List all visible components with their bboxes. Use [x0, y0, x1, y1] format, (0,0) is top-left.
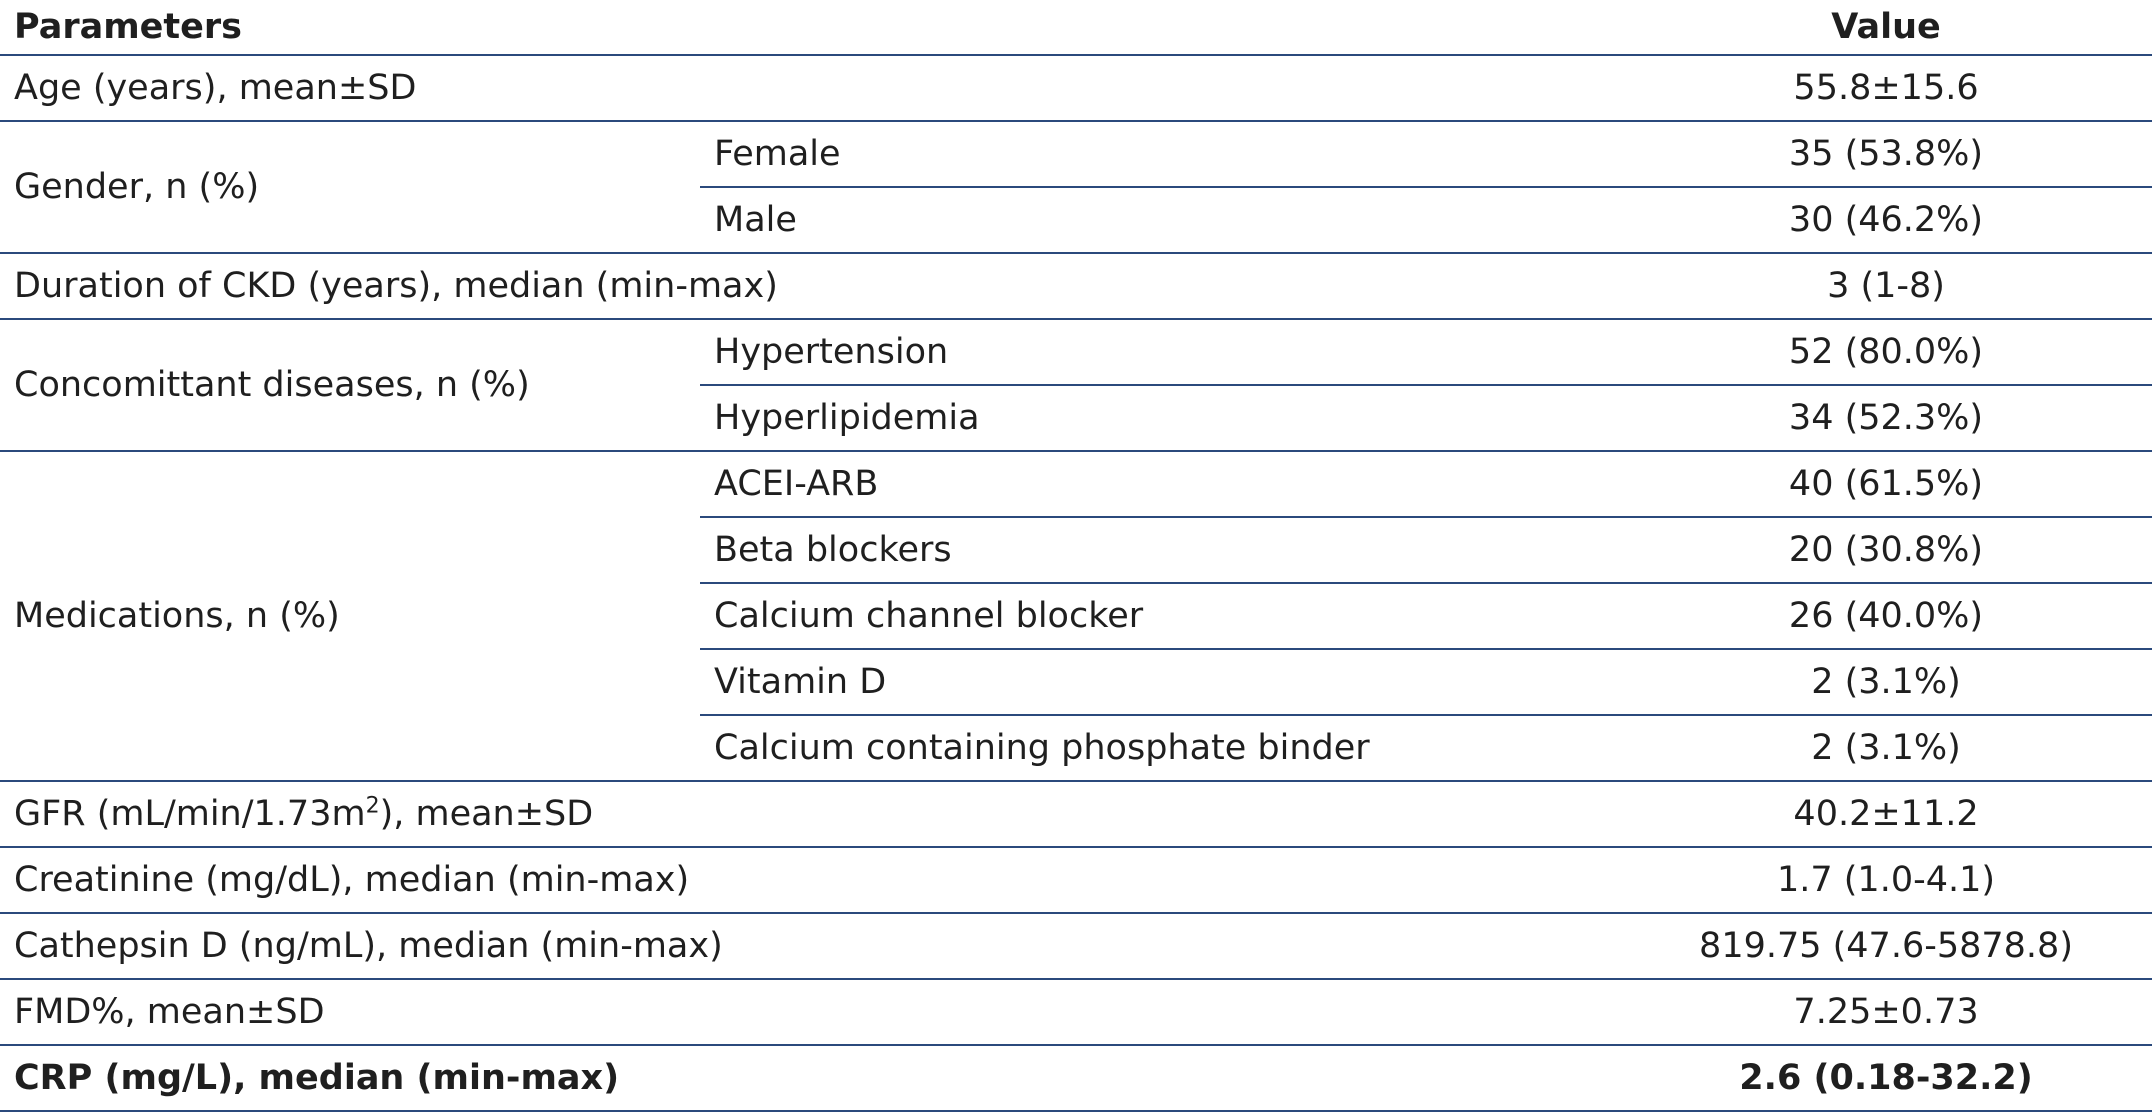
group-label-gender: Gender, n (%) [0, 121, 700, 253]
row-label-gfr [0, 781, 1620, 847]
row-value: 40 (61.5%) [1620, 451, 2152, 517]
sub-label: Hyperlipidemia [700, 385, 1620, 451]
table-row-acei-arb [0, 451, 2152, 517]
row-value: 40.2±11.2 [1620, 781, 2152, 847]
sub-label: Hypertension [700, 319, 1620, 385]
row-value: 20 (30.8%) [1620, 517, 2152, 583]
group-label-diseases: Concomittant diseases, n (%) [0, 319, 700, 451]
group-label-medications: Medications, n (%) [0, 451, 700, 781]
row-value: 1.7 (1.0-4.1) [1620, 847, 2152, 913]
row-value: 34 (52.3%) [1620, 385, 2152, 451]
gfr-label-superscript: 2 [365, 793, 380, 819]
row-value: 26 (40.0%) [1620, 583, 2152, 649]
table-row-duration [0, 253, 2152, 319]
table-row-fmd [0, 979, 2152, 1045]
table-header-row [0, 0, 2152, 55]
header-parameters: Parameters [0, 0, 1620, 55]
sub-label: Male [700, 187, 1620, 253]
sub-label: Calcium containing phosphate binder [700, 715, 1620, 781]
row-label: Age (years), mean±SD [0, 55, 1620, 121]
row-label: FMD%, mean±SD [0, 979, 1620, 1045]
row-value: 35 (53.8%) [1620, 121, 2152, 187]
row-value: 3 (1-8) [1620, 253, 2152, 319]
row-label: Creatinine (mg/dL), median (min-max) [0, 847, 1620, 913]
sub-label: Calcium channel blocker [700, 583, 1620, 649]
row-value: 819.75 (47.6-5878.8) [1620, 913, 2152, 979]
row-value: 52 (80.0%) [1620, 319, 2152, 385]
sub-label: Beta blockers [700, 517, 1620, 583]
table-row-cathepsin [0, 913, 2152, 979]
table-row-gfr [0, 781, 2152, 847]
sub-label: Vitamin D [700, 649, 1620, 715]
table-row-crp [0, 1045, 2152, 1111]
gfr-label-post: ), mean±SD [379, 794, 594, 834]
table-row-gender-female [0, 121, 2152, 187]
sub-label: Female [700, 121, 1620, 187]
row-label: Duration of CKD (years), median (min-max) [0, 253, 1620, 319]
table-row-creatinine [0, 847, 2152, 913]
table-row-age [0, 55, 2152, 121]
gfr-label-pre: GFR (mL/min/1.73m [14, 794, 366, 834]
row-value: 2 (3.1%) [1620, 649, 2152, 715]
row-label: CRP (mg/L), median (min-max) [0, 1045, 1620, 1111]
table-row-hypertension [0, 319, 2152, 385]
sub-label: ACEI-ARB [700, 451, 1620, 517]
row-label: Cathepsin D (ng/mL), median (min-max) [0, 913, 1620, 979]
row-value: 2.6 (0.18-32.2) [1620, 1045, 2152, 1111]
row-value: 55.8±15.6 [1620, 55, 2152, 121]
row-value: 2 (3.1%) [1620, 715, 2152, 781]
row-value: 30 (46.2%) [1620, 187, 2152, 253]
row-value: 7.25±0.73 [1620, 979, 2152, 1045]
header-value: Value [1620, 0, 2152, 55]
